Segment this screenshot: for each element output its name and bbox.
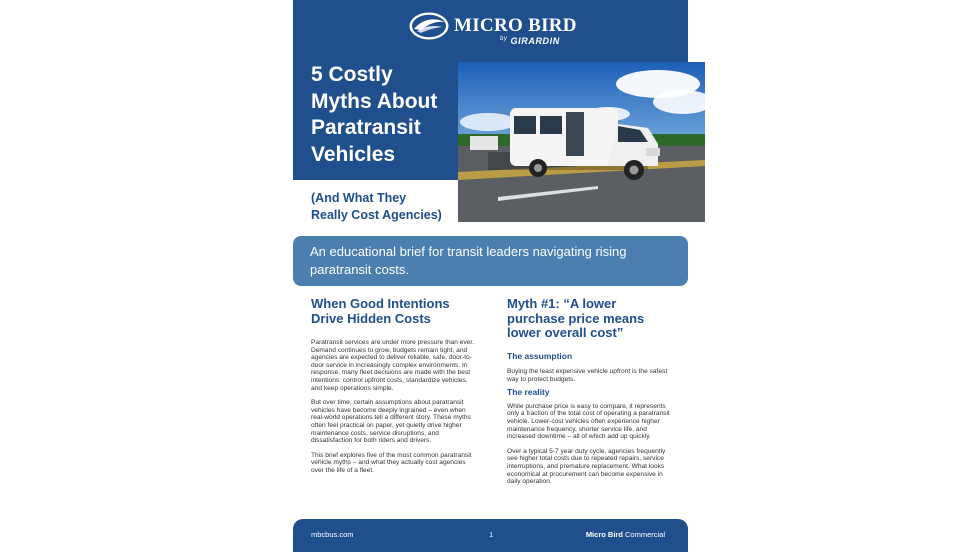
left-column: [311, 297, 476, 475]
title-line: 5 Costly: [311, 63, 393, 86]
left-paragraph: This brief explores five of the most common paratransit vehicle myths – and what they actually cost agencies over the life of a fleet.: [311, 451, 472, 474]
footer-brand-bold: Micro Bird: [585, 530, 623, 539]
brand-logo: [408, 11, 583, 45]
left-paragraph: But over time, certain assumptions about paratransit vehicles have become deeply ingrained – even when real-world operations tell a different story. These myths often feel practical on paper, yet quietly drive higher maintenance costs, service disruptions, and dissatisfaction for both riders and drivers.: [311, 399, 471, 445]
title-line: Paratransit: [311, 116, 421, 139]
page-title: [311, 62, 471, 168]
heading-line: Drive Hidden Costs: [311, 310, 431, 326]
heading-line: purchase price means: [507, 310, 645, 326]
intro-banner: [293, 236, 688, 286]
heading-line: When Good Intentions: [311, 296, 450, 311]
banner-text: An educational brief for transit leaders navigating rising paratransit costs.: [310, 244, 627, 277]
reality-paragraph: Over a typical 5-7 year duty cycle, agencies frequently see higher total costs due to repeated repairs, service interruptions, and premature replacement. What looks economical at procurement can become expensive in daily operation.: [507, 447, 666, 486]
footer-brand: [586, 530, 665, 539]
brief-page: [293, 0, 688, 552]
page-subtitle: [311, 190, 471, 223]
title-line: Myths About: [311, 89, 438, 113]
bird-emblem-icon: [408, 11, 450, 41]
bus-photo: [458, 62, 705, 222]
left-paragraph: Paratransit services are under more pressure than ever. Demand continues to grow, budgets remain tight, and agencies are expected to deliver reliable, safe, door-to-door service in increasingly complex environments. In response, many fleet decisions are made with the best intentions: control upfront costs, standardize vehicles, and keep operations simple.: [311, 339, 475, 392]
page-number: 1: [489, 530, 494, 539]
subtitle-line: Really Cost Agencies): [311, 207, 442, 222]
brand-by: by: [500, 36, 508, 42]
assumption-label: The assumption: [507, 350, 573, 361]
reality-paragraph: While purchase price is easy to compare, it represents only a fraction of the total cost of operating a paratransit vehicle. Lower-cost vehicles often experience higher maintenance frequency, shorter service life, and increased downtime – all of which add up quickly.: [507, 402, 670, 441]
heading-line: Myth #1: “A lower: [507, 296, 617, 311]
reality-label: The reality: [507, 387, 550, 398]
footer-brand-rest: Commercial: [622, 530, 665, 539]
title-line: Vehicles: [311, 142, 396, 166]
brand-sub: [500, 36, 560, 46]
footer-bar: [293, 519, 688, 552]
right-column: [507, 297, 677, 486]
brand-girardin: GIRARDIN: [510, 36, 560, 46]
assumption-text: Buying the least expensive vehicle upfront is the safest way to protect budgets.: [507, 368, 668, 383]
heading-line: lower overall cost”: [507, 325, 624, 340]
footer-url[interactable]: mbcbus.com: [311, 530, 354, 539]
myth-heading: [507, 297, 677, 341]
left-heading: [311, 297, 476, 326]
subtitle-line: (And What They: [311, 191, 407, 205]
brand-name: MICRO BIRD: [454, 15, 577, 36]
